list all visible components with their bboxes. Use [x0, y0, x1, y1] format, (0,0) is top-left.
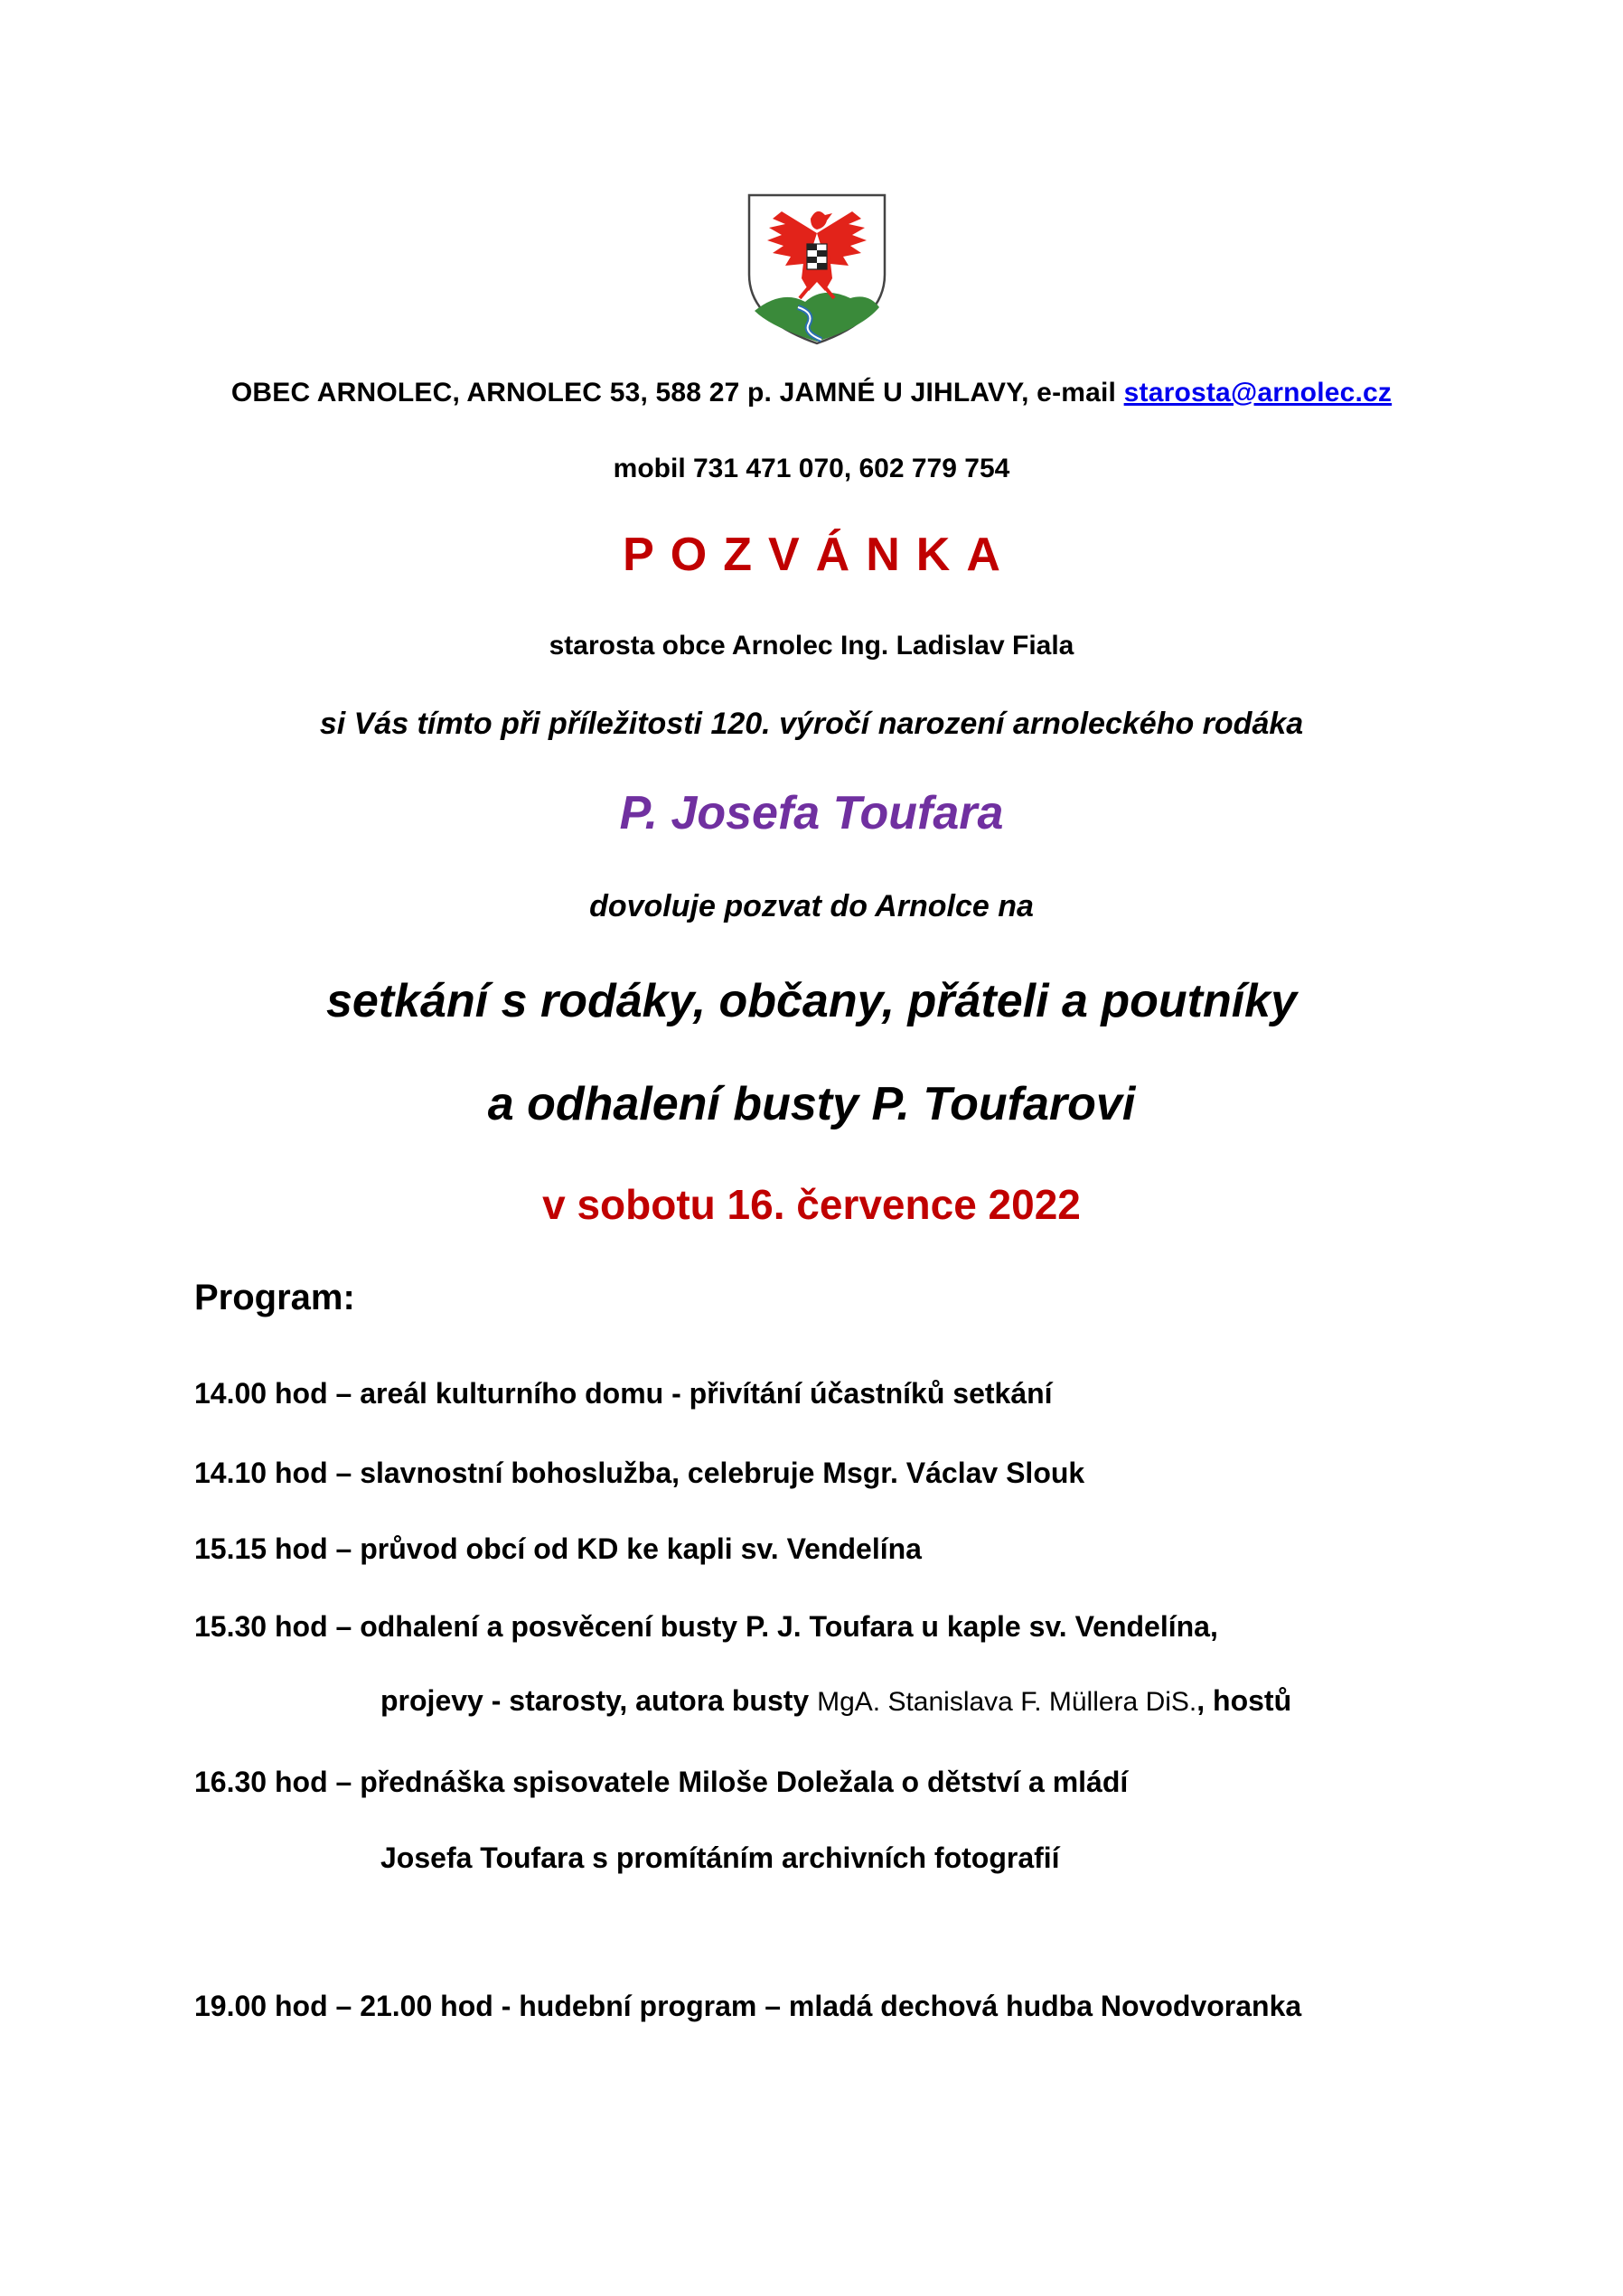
- program-item: 14.00 hod – areál kulturního domu - přivítání účastníků setkání: [194, 1377, 1053, 1410]
- event-line-1: setkání s rodáky, občany, přáteli a poutníky: [325, 975, 1298, 1027]
- intro-line: si Vás tímto při příležitosti 120. výročí narození arnoleckého rodáka: [319, 707, 1304, 741]
- program-item-continuation: Josefa Toufara s promítáním archivních fotografií: [380, 1841, 1060, 1874]
- address-line: [0, 378, 1623, 408]
- event-line-2: a odhalení busty P. Toufarovi: [487, 1078, 1136, 1130]
- program-heading: Program:: [194, 1278, 355, 1317]
- sculptor-name: MgA. Stanislava F. Müllera DiS.: [817, 1687, 1197, 1717]
- host-line: starosta obce Arnolec Ing. Ladislav Fiala: [549, 631, 1074, 661]
- program-item: 15.15 hod – průvod obcí od KD ke kapli sv. Vendelína: [194, 1532, 922, 1565]
- address-text: OBEC ARNOLEC, ARNOLEC 53, 588 27 p. JAMNÉ U JIHLAVY, e-mail: [230, 378, 1124, 408]
- mobile-numbers: mobil 731 471 070, 602 779 754: [613, 454, 1010, 483]
- coat-of-arms-icon: [746, 192, 888, 347]
- program-item-continuation: [380, 1684, 1291, 1718]
- program-item: 14.10 hod – slavnostní bohoslužba, celebruje Msgr. Václav Slouk: [194, 1457, 1085, 1489]
- invite-line: dovoluje pozvat do Arnolce na: [589, 889, 1034, 923]
- event-date: v sobotu 16. července 2022: [542, 1181, 1081, 1228]
- guests-text: , hostů: [1196, 1684, 1292, 1717]
- email-link[interactable]: starosta@arnolec.cz: [1123, 378, 1393, 408]
- program-item: 16.30 hod – přednáška spisovatele Miloše Doležala o dětství a mládí: [194, 1766, 1129, 1798]
- speeches-text: projevy - starosty, autora busty: [380, 1684, 818, 1717]
- program-item: 19.00 hod – 21.00 hod - hudební program – mladá dechová hudba Novodvoranka: [194, 1990, 1302, 2022]
- invitation-title: POZVÁNKA: [623, 529, 1017, 581]
- honoree-name: P. Josefa Toufara: [619, 787, 1004, 839]
- program-item: 15.30 hod – odhalení a posvěcení busty P. J. Toufara u kaple sv. Vendelína,: [194, 1610, 1218, 1643]
